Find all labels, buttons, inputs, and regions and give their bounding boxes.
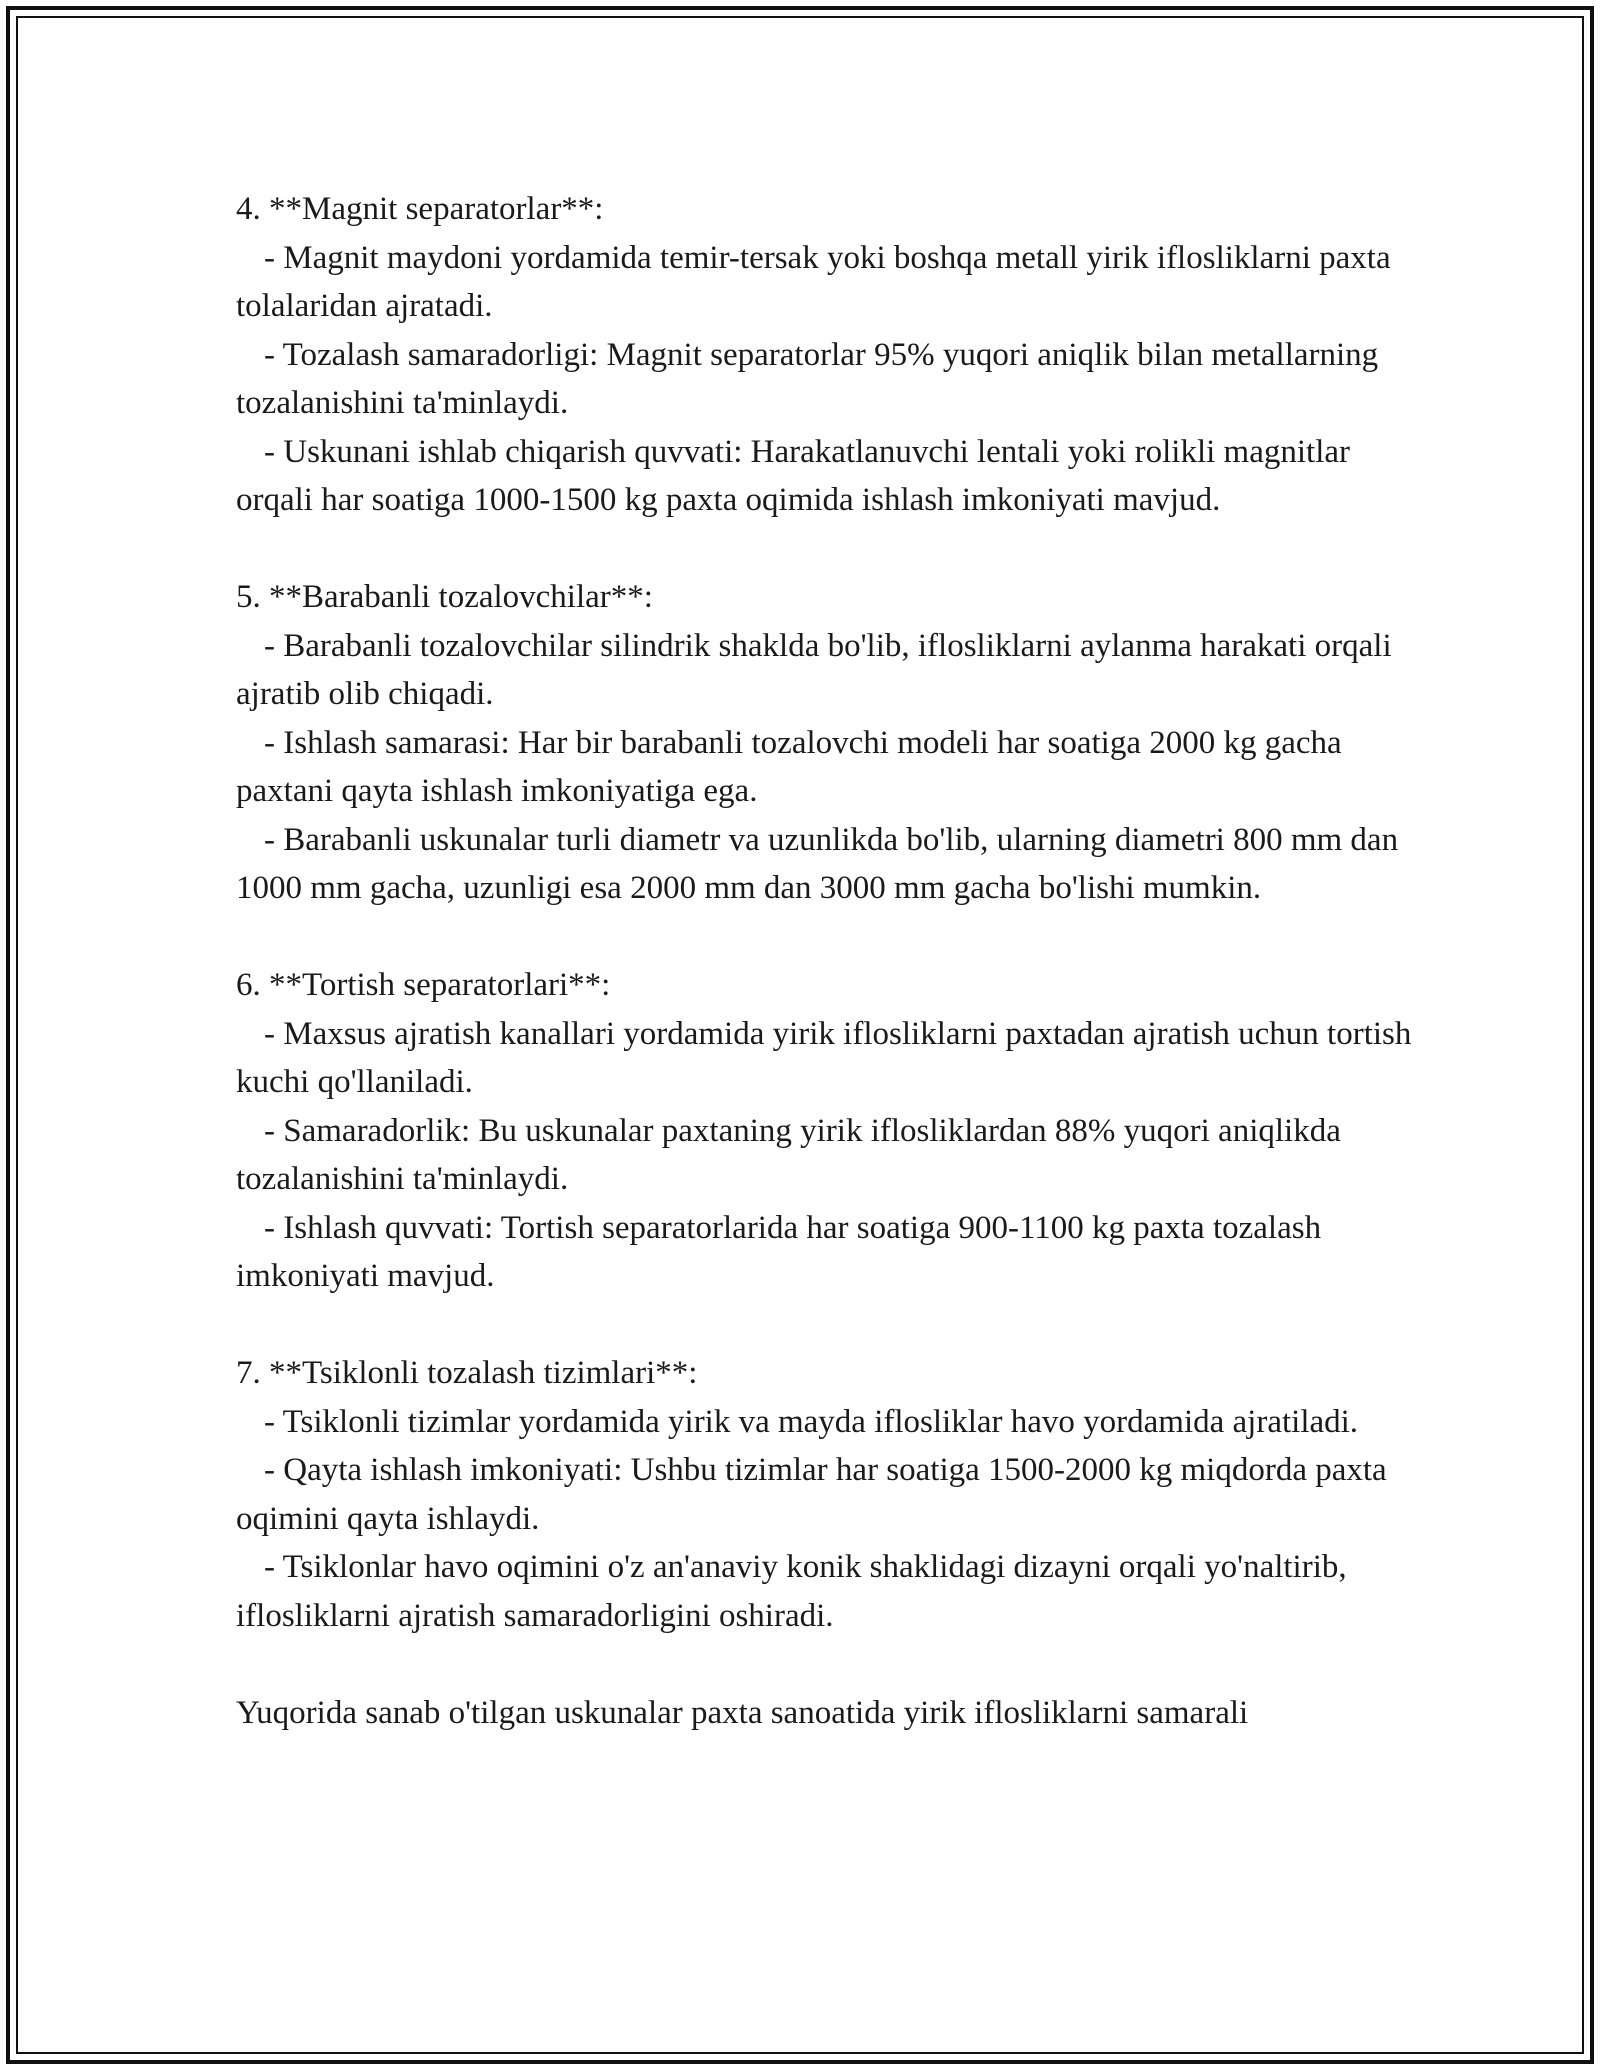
document-body [236, 185, 1416, 1737]
list-item: - Barabanli tozalovchilar silindrik shaklda bo'lib, ifloslikl​arni aylanma harakati orqali ajratib olib chiqadi. [236, 622, 1416, 719]
section-heading: 7. **Tsiklonli tozalash tizimlari**: [236, 1355, 698, 1391]
section-tsiklonli-tozalash [236, 1349, 1416, 1640]
section-barabanli-tozalovchilar [236, 573, 1416, 913]
list-item: - Magnit maydoni yordamida temir-tersak yoki boshqa metall yirik ifloslikl​arni paxta tolalaridan ajratadi. [236, 234, 1416, 331]
list-item: - Tozalash samaradorligi: Magnit separatorlar 95% yuqori aniqlik bilan metallarning tozalanishini ta'minlaydi. [236, 331, 1416, 428]
closing-paragraph: Yuqorida sanab o'tilgan uskunalar paxta sanoatida yirik ifloslikl​arni samarali [236, 1694, 1249, 1731]
list-item: - Qayta ishlash imkoniyati: Ushbu tizimlar har soatiga 1500-2000 kg miqdorda paxta oqimini qayta ishlaydi. [236, 1446, 1416, 1543]
list-item: - Barabanli uskunalar turli diametr va uzunlikda bo'lib, ularning diametri 800 mm dan 1000 mm gacha, uzunligi esa 2000 mm dan 3000 mm gacha bo'lishi mumkin. [236, 816, 1416, 913]
list-item: - Uskunani ishlab chiqarish quvvati: Harakatlanuvchi lentali yoki rolikli magnitlar orqali har soatiga 1000-1500 kg paxta oqimida ishlash imkoniyati mavjud. [236, 428, 1416, 525]
section-magnit-separatorlar [236, 185, 1416, 525]
list-item: - Samaradorlik: Bu uskunalar paxtaning yirik ifloslikl​ardan 88% yuqori aniqlikda tozalanishini ta'minlaydi. [236, 1107, 1416, 1204]
section-heading: 5. **Barabanli tozalovchilar**: [236, 579, 653, 615]
section-tortish-separatorlari [236, 961, 1416, 1301]
section-heading: 6. **Tortish separatorlari**: [236, 967, 611, 1003]
list-item: - Ishlash quvvati: Tortish separatorlarida har soatiga 900-1100 kg paxta tozalash imkoniyati mavjud. [236, 1204, 1416, 1301]
list-item: - Tsiklonli tizimlar yordamida yirik va mayda ifloslikl​ar havo yordamida ajratiladi. [236, 1398, 1416, 1447]
list-item: - Ishlash samarasi: Har bir barabanli tozalovchi modeli har soatiga 2000 kg gacha paxtani qayta ishlash imkoniyatiga ega. [236, 719, 1416, 816]
list-item: - Tsiklonlar havo oqimini o'z an'anaviy konik shaklidagi dizayni orqali yo'naltirib, ifloslikl​arni ajratish samaradorligini oshiradi. [236, 1543, 1416, 1640]
section-heading: 4. **Magnit separatorlar**: [236, 191, 604, 227]
list-item: - Maxsus ajratish kanallari yordamida yirik ifloslikl​arni paxtadan ajratish uchun tortish kuchi qo'llaniladi. [236, 1010, 1416, 1107]
